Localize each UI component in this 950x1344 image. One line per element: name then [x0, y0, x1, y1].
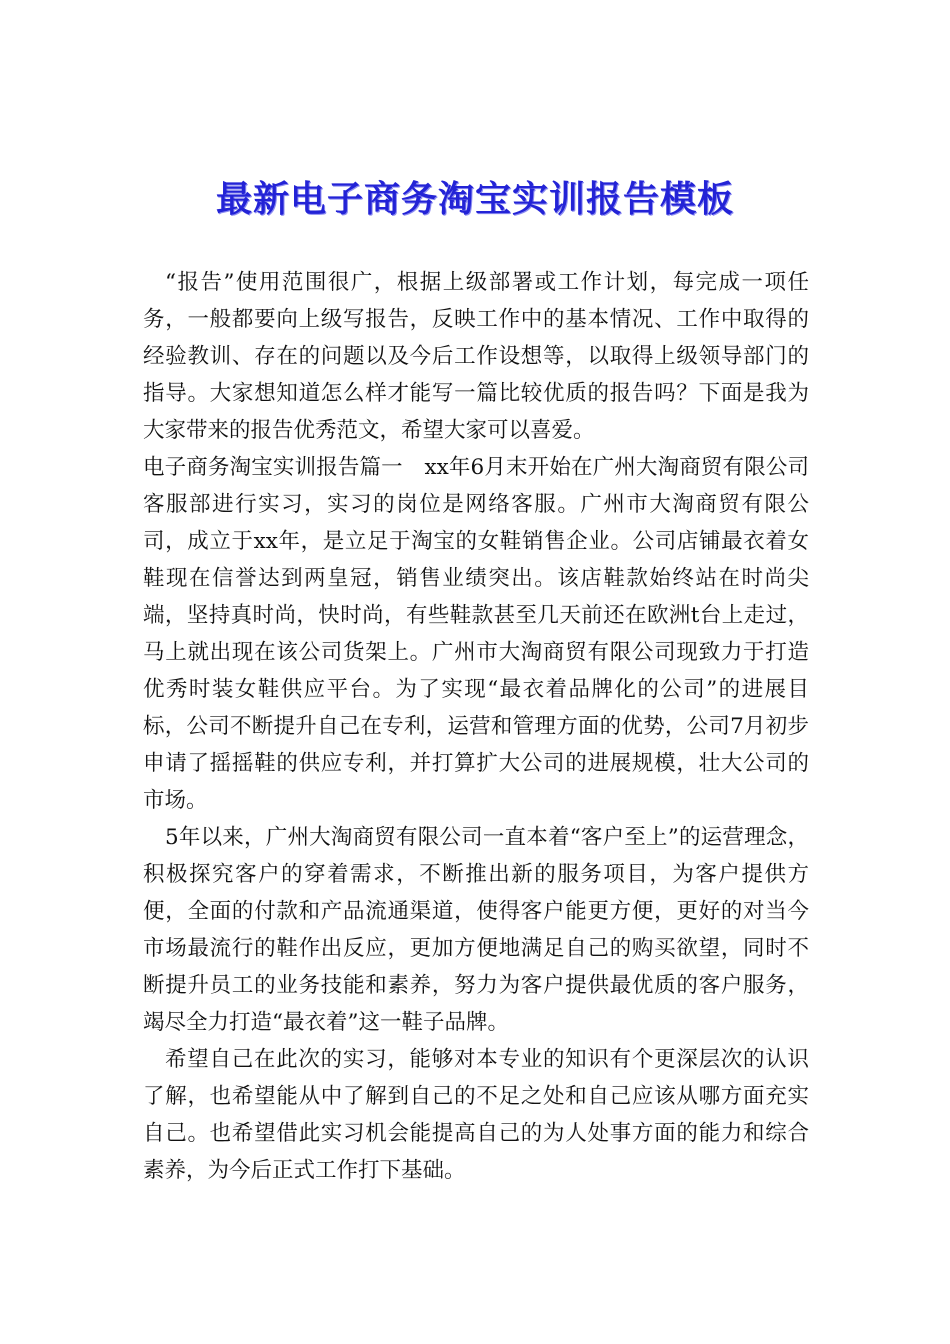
paragraph-intro: “报告”使用范围很广，根据上级部署或工作计划，每完成一项任务，一般都要向上级写报告，反映工作中的基本情况、工作中取得的经验教训、存在的问题以及今后工作设想等，以取得上级领导部门的指导。大家想知道怎么样才能写一篇比较优质的报告吗？下面是我为大家带来的报告优秀范文，希望大家可以喜爱。 [143, 270, 809, 443]
paragraph-company-philosophy: 5年以来，广州大淘商贸有限公司一直本着“客户至上”的运营理念，积极探究客户的穿着需求，不断推出新的服务项目，为客户提供方便，全面的付款和产品流通渠道，使得客户能更方便，更好的对当今市场最流行的鞋作出反应，更加方便地满足自己的购买欲望，同时不断提升员工的业务技能和素养，努力为客户提供最优质的客户服务，竭尽全力打造“最衣着”这一鞋子品牌。 [143, 825, 809, 1035]
document-title: 最新电子商务淘宝实训报告模板 [215, 179, 734, 220]
paragraph-report-1: 电子商务淘宝实训报告篇一 xx年6月末开始在广州大淘商贸有限公司客服部进行实习，实习的岗位是网络客服。广州市大淘商贸有限公司，成立于xx年，是立足于淘宝的女鞋销售企业。公司店铺最衣着女鞋现在信誉达到两皇冠，销售业绩突出。该店鞋款始终站在时尚尖端，坚持真时尚，快时尚，有些鞋款甚至几天前还在欧洲t台上走过，马上就出现在该公司货架上。广州市大淘商贸有限公司现致力于打造优秀时装女鞋供应平台。为了实现“最衣着品牌化的公司”的进展目标，公司不断提升自己在专利，运营和管理方面的优势，公司7月初步申请了摇摇鞋的供应专利，并打算扩大公司的进展规模，壮大公司的市场。 [143, 455, 809, 813]
paragraph-hope: 希望自己在此次的实习，能够对本专业的知识有个更深层次的认识了解，也希望能从中了解到自己的不足之处和自己应该从哪方面充实自己。也希望借此实习机会能提高自己的为人处事方面的能力和综合素养，为今后正式工作打下基础。 [143, 1047, 809, 1183]
document-body [143, 264, 809, 1189]
